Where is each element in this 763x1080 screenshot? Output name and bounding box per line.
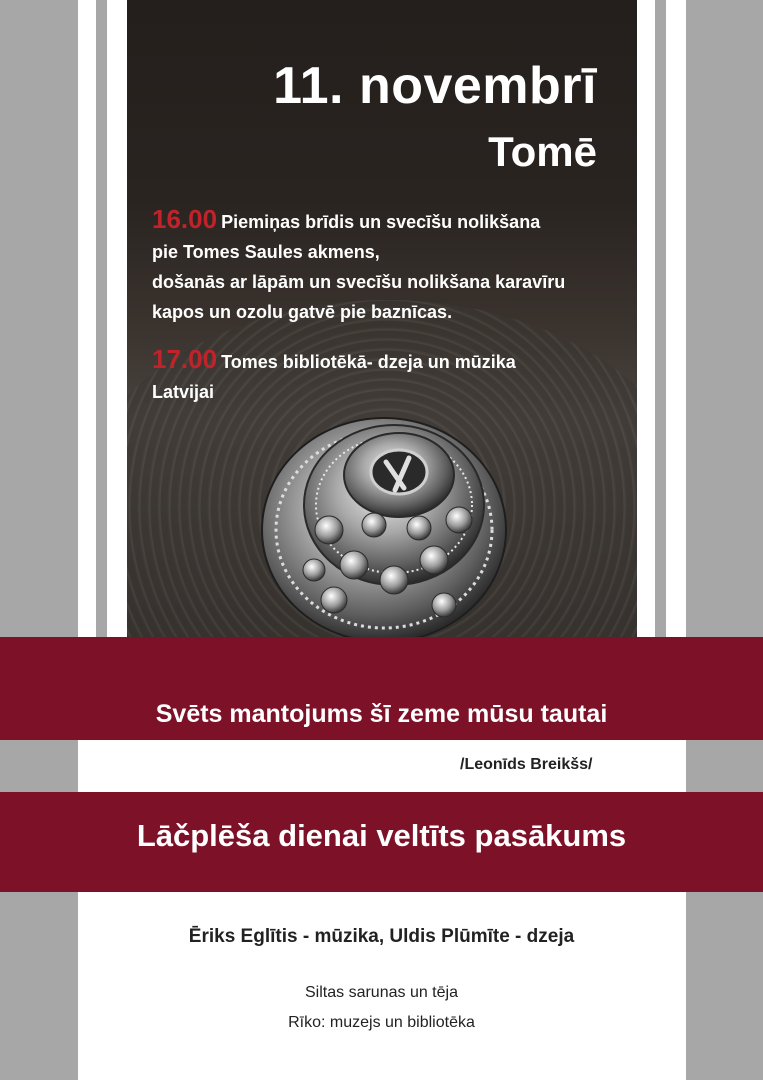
right-grey-stripe [686, 0, 763, 1080]
footer-line-1: Siltas sarunas un tēja [305, 984, 458, 1001]
footer-line-2: Rīko: muzejs un bibliotēka [288, 1014, 475, 1031]
schedule-time-2: 17.00 [152, 344, 218, 374]
schedule-line: Piemiņas brīdis un svecīšu nolikšana [221, 212, 541, 232]
event-place: Tomē [488, 128, 597, 175]
schedule-line: došanās ar lāpām un svecīšu nolikšana karavīru [152, 272, 566, 292]
motto-author: /Leonīds Breikšs/ [460, 756, 593, 773]
schedule-line: Latvijai [152, 382, 215, 402]
schedule-time-1: 16.00 [152, 204, 218, 234]
left-grey-stripe [0, 0, 78, 1080]
schedule-line: Tomes bibliotēkā- dzeja un mūzika [221, 352, 516, 372]
event-title: Lāčplēša dienai veltīts pasākums [136, 818, 627, 853]
performers-line: Ēriks Eglītis - mūzika, Uldis Plūmīte - dzeja [188, 926, 575, 947]
schedule-item-1 [152, 204, 622, 327]
author-strip [78, 740, 686, 792]
photo-panel [127, 0, 637, 650]
silver-brooch-image [259, 410, 509, 645]
motto-text: Svēts mantojums šī zeme mūsu tautai [155, 700, 608, 728]
schedule-line: pie Tomes Saules akmens, [152, 242, 380, 262]
schedule-line: kapos un ozolu gatvē pie baznīcas. [152, 302, 453, 322]
event-date: 11. novembrī [273, 57, 597, 115]
schedule-item-2 [152, 344, 622, 407]
